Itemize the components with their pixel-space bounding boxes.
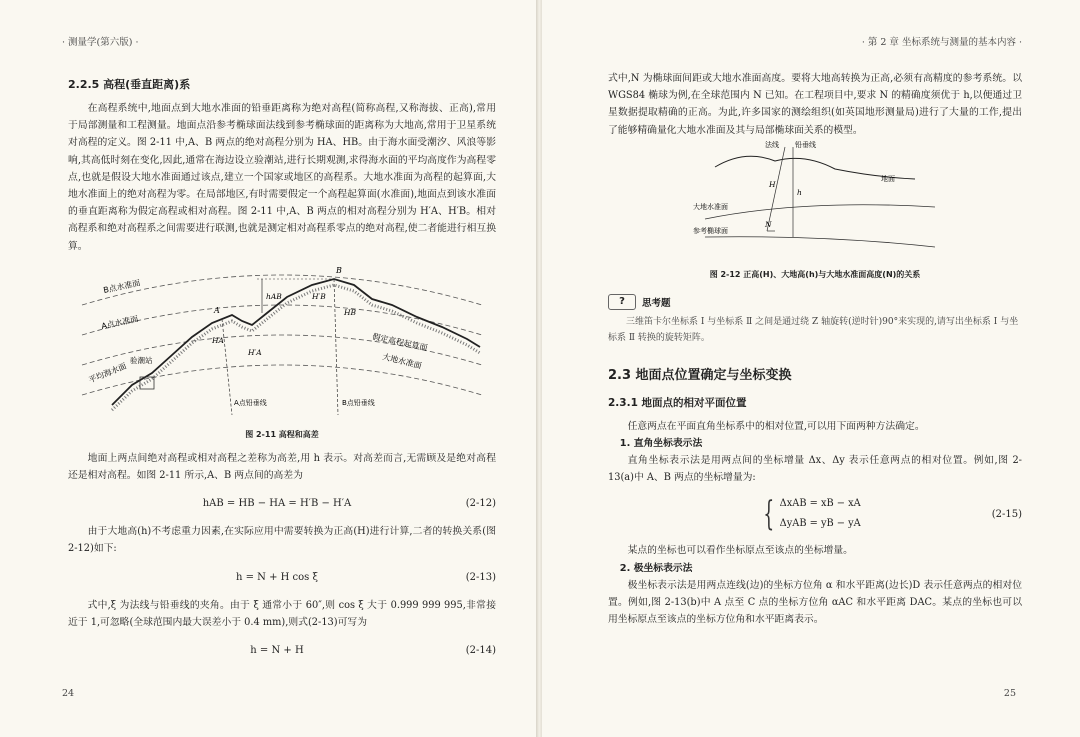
equation-2-14-expr: h = N + H bbox=[250, 645, 304, 657]
left-page-number: 24 bbox=[62, 688, 75, 699]
think-text: 三维笛卡尔坐标系 Ⅰ 与坐标系 Ⅱ 之间是通过绕 Z 轴旋转(逆时针)90°来实现的,请写出坐标系 Ⅰ 与坐标系 Ⅱ 转换的旋转矩阵。 bbox=[608, 316, 1019, 343]
left-running-head: · 测量学(第六版) · bbox=[62, 37, 139, 48]
left-paragraph-1: 在高程系统中,地面点到大地水准面的铅垂距离称为绝对高程(简称高程,又称海拔、正高),常用于局部测量和工程测量。地面点沿参考椭球面法线到参考椭球面的距离称为大地高,常用于卫星系统对高程的定义。图 2-11 中,A、B 两点的绝对高程分别为 HA、HB。由于海水面受潮汐、风浪等影响,其高低时刻在变化,因此,通常在海边设立验潮站,进行长期观测,求得海水面的平均高度作为高程零点,也就是假设大地水准面通过该点,建立一个国家或地区的高程系。大地水准面为高程的起算面,大地水准面上的绝对高程为零。在局部地区,有时需要假定一个高程起算面(水准面),地面点到该水准面的垂直距离称为假定高程或相对高程。图 2-11 中,A、B 两点的相对高程分别为 H′A、H′B。相对高程系和绝对高程系之间需要进行联测,也就是测定相对高程系零点的绝对高程,使二者能进行相互换算。 bbox=[68, 103, 496, 252]
equation-2-14-number: (2-14) bbox=[465, 645, 496, 657]
left-paragraph-3: 由于大地高(h)不考虑重力因素,在实际应用中需要转换为正高(H)进行计算,二者的转换关系(图 2-12)如下: bbox=[68, 526, 496, 555]
equation-2-15-line-2: ΔyAB = yB − yA bbox=[779, 518, 861, 530]
figure-2-12-caption: 图 2-12 正高(H)、大地高(h)与大地水准面高度(N)的关系 bbox=[709, 269, 921, 279]
subsection-title: 2.3.1 地面点的相对平面位置 bbox=[608, 396, 747, 409]
label-b-level: B点水准面 bbox=[102, 278, 142, 295]
equation-2-12-expr: hAB = HB − HA = H′B − H′A bbox=[202, 498, 352, 510]
right-page-number: 25 bbox=[1003, 688, 1016, 699]
fig12-label-plumb: 铅垂线 bbox=[795, 140, 816, 149]
right-paragraph-1: 式中,N 为椭球面间距或大地水准面高度。要将大地高转换为正高,必须有高精度的参考系统。以 WGS84 椭球为例,在全球范围内 N 已知。在工程项目中,要求 N 的精确度须优于 h,以便通过卫星数据提取精确的正高。为此,许多国家的测绘组织(如英国地形测量局)进行了大量的工作,提出了能够精确量化大地水准面及其与局部椭球面关系的模型。 bbox=[608, 73, 1022, 136]
think-box-header bbox=[608, 294, 1022, 310]
equation-2-12 bbox=[68, 498, 496, 509]
right-content bbox=[608, 70, 1022, 628]
right-running-head: · 第 2 章 坐标系统与测量的基本内容 · bbox=[861, 37, 1022, 48]
right-page bbox=[542, 0, 1080, 737]
label-a-level: A点水准面 bbox=[100, 314, 140, 331]
label-ha: HA bbox=[212, 335, 224, 345]
fig12-label-geoid: 大地水准面 bbox=[693, 202, 728, 211]
label-point-b: B bbox=[336, 265, 342, 275]
left-paragraph-2: 地面上两点间绝对高程或相对高程之差称为高差,用 h 表示。对高差而言,无需顾及是绝对高程还是相对高程。如图 2-11 所示,A、B 两点间的高差为 bbox=[68, 452, 496, 482]
equation-2-13-number: (2-13) bbox=[465, 571, 496, 583]
fig12-label-normal: 法线 bbox=[765, 140, 779, 149]
section-title: 2.2.5 高程(垂直距离)系 bbox=[68, 78, 191, 91]
label-hab: hAB bbox=[266, 291, 282, 301]
left-paragraph-4: 式中,ξ 为法线与铅垂线的夹角。由于 ξ 通常小于 60″,则 cos ξ 大于 0.999 999 995,非常接近于 1,可忽略(全球范围内最大误差小于 0.4 mm),则式(2-13)可写为 bbox=[68, 599, 496, 628]
equation-2-13-expr: h = N + H cos ξ bbox=[235, 571, 318, 583]
equation-2-15-line-1: ΔxAB = xB − xA bbox=[779, 498, 861, 510]
label-hb: HB bbox=[344, 307, 357, 317]
chapter-section-title: 2.3 地面点位置确定与坐标变换 bbox=[608, 367, 792, 383]
item-2-title: 2. 极坐标表示法 bbox=[619, 562, 693, 574]
equation-2-14 bbox=[68, 645, 496, 656]
label-assumed-datum: 假定高程起算面 bbox=[371, 331, 429, 353]
label-ha-prime: H′A bbox=[248, 347, 262, 357]
equation-2-12-number: (2-12) bbox=[465, 498, 496, 510]
figure-2-11 bbox=[72, 255, 492, 427]
left-page bbox=[0, 0, 538, 737]
figure-2-12 bbox=[685, 139, 945, 267]
label-mean-sea: 平均海水面 bbox=[87, 361, 128, 385]
equation-2-13 bbox=[68, 572, 496, 583]
question-icon: ? bbox=[608, 294, 636, 310]
equation-2-15 bbox=[608, 494, 1022, 534]
label-tide-station: 验潮站 bbox=[130, 355, 153, 365]
fig12-label-ground: 地面 bbox=[881, 174, 895, 183]
figure-2-11-caption: 图 2-11 高程和高差 bbox=[245, 429, 319, 439]
fig12-label-ellipsoid: 参考椭球面 bbox=[693, 226, 728, 235]
label-hb-prime: H′B bbox=[312, 291, 326, 301]
label-a-plumb: A点铅垂线 bbox=[234, 398, 267, 407]
equation-brace: { bbox=[763, 494, 775, 535]
label-b-plumb: B点铅垂线 bbox=[342, 398, 375, 407]
item-1-title: 1. 直角坐标表示法 bbox=[619, 438, 703, 450]
label-point-a: A bbox=[214, 305, 220, 315]
equation-2-15-lines bbox=[780, 494, 962, 534]
left-content bbox=[68, 76, 496, 670]
equation-2-15-number: (2-15) bbox=[991, 508, 1022, 520]
think-title: 思考题 bbox=[642, 297, 671, 309]
fig12-label-N: N bbox=[765, 219, 772, 229]
right-paragraph-3: 直角坐标表示法是用两点间的坐标增量 Δx、Δy 表示任意两点的相对位置。例如,图 2-13(a)中 A、B 两点的坐标增量为: bbox=[608, 455, 1022, 484]
fig12-label-h: h bbox=[797, 187, 802, 197]
right-paragraph-5: 极坐标表示法是用两点连线(边)的坐标方位角 α 和水平距离(边长)D 表示任意两点的相对位置。例如,图 2-13(b)中 A 点至 C 点的坐标方位角 αAC 和水平距离 DAC。某点的坐标也可以用坐标原点至该点的坐标方位角和水平距离表示。 bbox=[608, 579, 1022, 626]
right-paragraph-4: 某点的坐标也可以看作坐标原点至该点的坐标增量。 bbox=[627, 545, 853, 557]
label-geoid: 大地水准面 bbox=[381, 352, 423, 371]
right-paragraph-2: 任意两点在平面直角坐标系中的相对位置,可以用下面两种方法确定。 bbox=[627, 420, 925, 432]
fig12-label-H: H bbox=[769, 179, 776, 189]
